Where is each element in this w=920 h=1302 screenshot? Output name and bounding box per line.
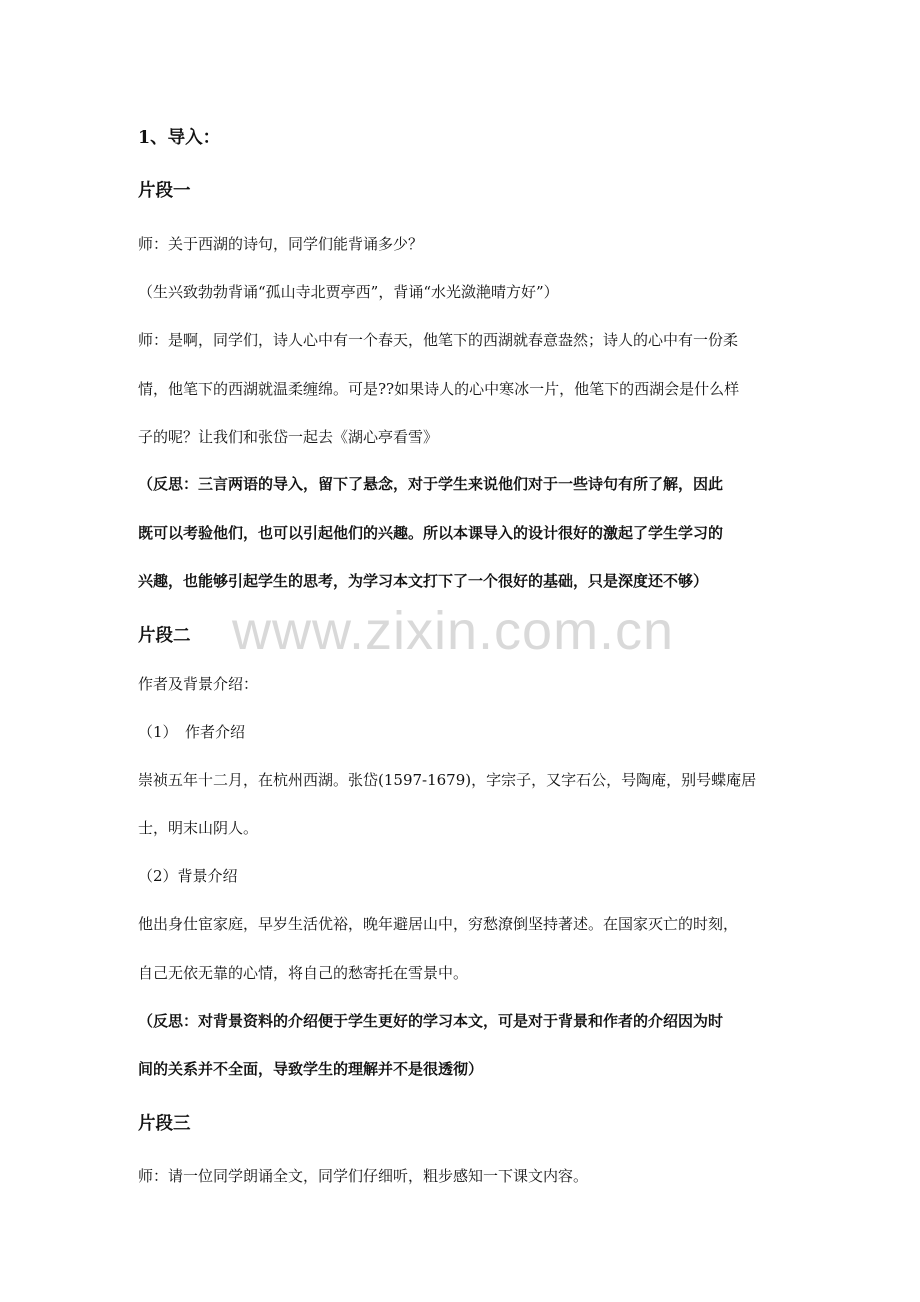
reflection-line: 兴趣，也能够引起学生的思考，为学习本文打下了一个很好的基础，只是深度还不够） xyxy=(138,572,709,590)
fragment-3-heading: 片段三 xyxy=(138,1114,191,1134)
section-heading-intro: 1、导入： xyxy=(138,128,221,148)
fragment-2-heading: 片段二 xyxy=(138,626,191,646)
subheading-author: （1） 作者介绍 xyxy=(138,723,246,741)
paragraph-line: 子的呢？让我们和张岱一起去《湖心亭看雪》 xyxy=(138,428,439,446)
paragraph-line: （生兴致勃勃背诵“孤山寺北贾亭西”，背诵“水光潋滟晴方好”） xyxy=(138,283,559,301)
paragraph-line: 他出身仕宦家庭，早岁生活优裕，晚年避居山中，穷愁潦倒坚持著述。在国家灭亡的时刻， xyxy=(138,915,739,933)
subheading-background: （2）背景介绍 xyxy=(138,867,238,885)
paragraph-line: 师：关于西湖的诗句，同学们能背诵多少？ xyxy=(138,235,424,253)
paragraph-line: 师：是啊，同学们，诗人心中有一个春天，他笔下的西湖就春意盎然；诗人的心中有一份柔 xyxy=(138,331,739,349)
reflection-line: （反思：三言两语的导入，留下了悬念，对于学生来说他们对于一些诗句有所了解，因此 xyxy=(138,475,724,493)
paragraph-line: 士，明末山阴人。 xyxy=(138,819,259,837)
reflection-line: 既可以考验他们，也可以引起他们的兴趣。所以本课导入的设计很好的激起了学生学习的 xyxy=(138,524,724,542)
fragment-1-heading: 片段一 xyxy=(138,181,191,201)
paragraph-line: 崇祯五年十二月，在杭州西湖。张岱(1597-1679)，字宗子，又字石公，号陶庵，别号蝶庵居 xyxy=(138,771,757,789)
reflection-line: 间的关系并不全面，导致学生的理解并不是很透彻） xyxy=(138,1060,484,1078)
paragraph-line: 师：请一位同学朗诵全文，同学们仔细听，粗步感知一下课文内容。 xyxy=(138,1167,589,1185)
watermark: www.zixin.com.cn xyxy=(232,601,675,661)
paragraph-line: 作者及背景介绍： xyxy=(138,675,259,693)
reflection-line: （反思：对背景资料的介绍便于学生更好的学习本文，可是对于背景和作者的介绍因为时 xyxy=(138,1012,724,1030)
paragraph-line: 自己无依无靠的心情，将自己的愁寄托在雪景中。 xyxy=(138,964,469,982)
paragraph-line: 情，他笔下的西湖就温柔缠绵。可是??如果诗人的心中寒冰一片，他笔下的西湖会是什么样 xyxy=(138,380,740,398)
